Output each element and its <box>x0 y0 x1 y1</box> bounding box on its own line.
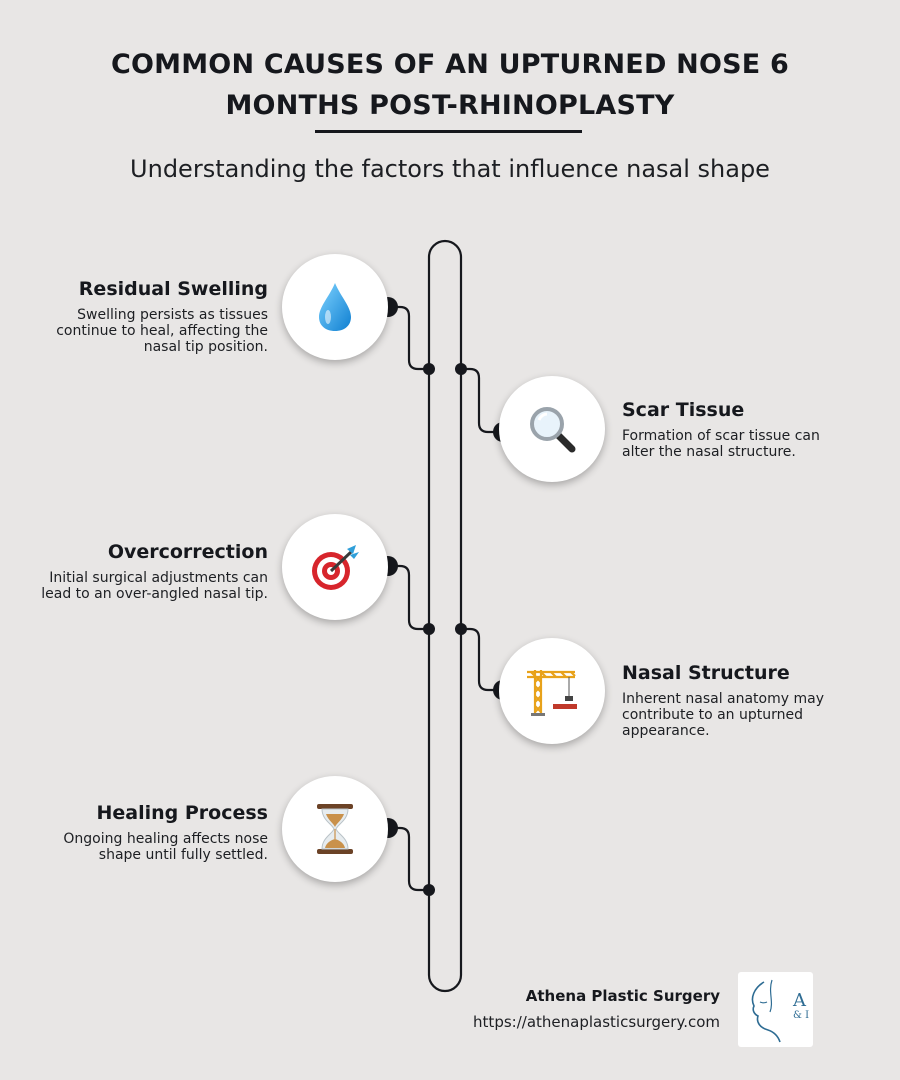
cause-healing-process <box>38 801 268 863</box>
cause-title: Healing Process <box>96 802 268 824</box>
connector-nasal-structure <box>461 629 503 690</box>
node-dot <box>455 363 467 375</box>
cause-title: Nasal Structure <box>622 662 790 684</box>
node-dot <box>423 884 435 896</box>
circle-healing-process <box>282 776 388 882</box>
circle-residual-swelling <box>282 254 388 360</box>
magnifying-glass-icon <box>526 403 578 455</box>
cause-description: Initial surgical adjustments can lead to an over-angled nasal tip. <box>41 570 268 602</box>
brand-url-link[interactable]: https://athenaplasticsurgery.com <box>473 1013 720 1031</box>
logo-subtext: & I <box>793 1010 810 1021</box>
page-title: COMMON CAUSES OF AN UPTURNED NOSE 6 MONTHS POST-RHINOPLASTY <box>110 49 789 121</box>
cause-title: Residual Swelling <box>78 278 268 300</box>
footer-brand <box>473 986 720 1032</box>
circle-overcorrection <box>282 514 388 620</box>
cause-title: Scar Tissue <box>622 399 745 421</box>
timeline-track <box>429 241 461 991</box>
node-dot <box>455 623 467 635</box>
target-dart-icon <box>309 541 361 593</box>
cause-overcorrection <box>38 540 268 602</box>
cause-scar-tissue <box>622 398 832 460</box>
construction-crane-icon <box>525 664 579 718</box>
circle-scar-tissue <box>499 376 605 482</box>
face-profile-icon <box>740 972 790 1047</box>
connector-healing-process <box>388 828 429 890</box>
cause-description: Inherent nasal anatomy may contribute to an upturned appearance. <box>622 691 824 739</box>
cause-residual-swelling <box>38 277 268 355</box>
connector-residual-swelling <box>388 307 429 369</box>
water-droplet-icon <box>317 281 353 333</box>
brand-logo <box>738 972 813 1047</box>
cause-nasal-structure <box>622 661 832 739</box>
brand-name: Athena Plastic Surgery <box>525 987 720 1005</box>
connector-scar-tissue <box>461 369 503 432</box>
cause-description: Swelling persists as tissues continue to heal, affecting the nasal tip position. <box>56 307 268 355</box>
logo-letter: A <box>793 990 806 1011</box>
cause-title: Overcorrection <box>107 541 268 563</box>
node-dot <box>423 363 435 375</box>
circle-nasal-structure <box>499 638 605 744</box>
cause-description: Ongoing healing affects nose shape until fully settled. <box>63 831 268 863</box>
cause-description: Formation of scar tissue can alter the nasal structure. <box>622 428 820 460</box>
node-dot <box>423 623 435 635</box>
page-subtitle: Understanding the factors that influence nasal shape <box>130 155 770 183</box>
hourglass-icon <box>315 802 355 856</box>
connector-overcorrection <box>388 566 429 629</box>
